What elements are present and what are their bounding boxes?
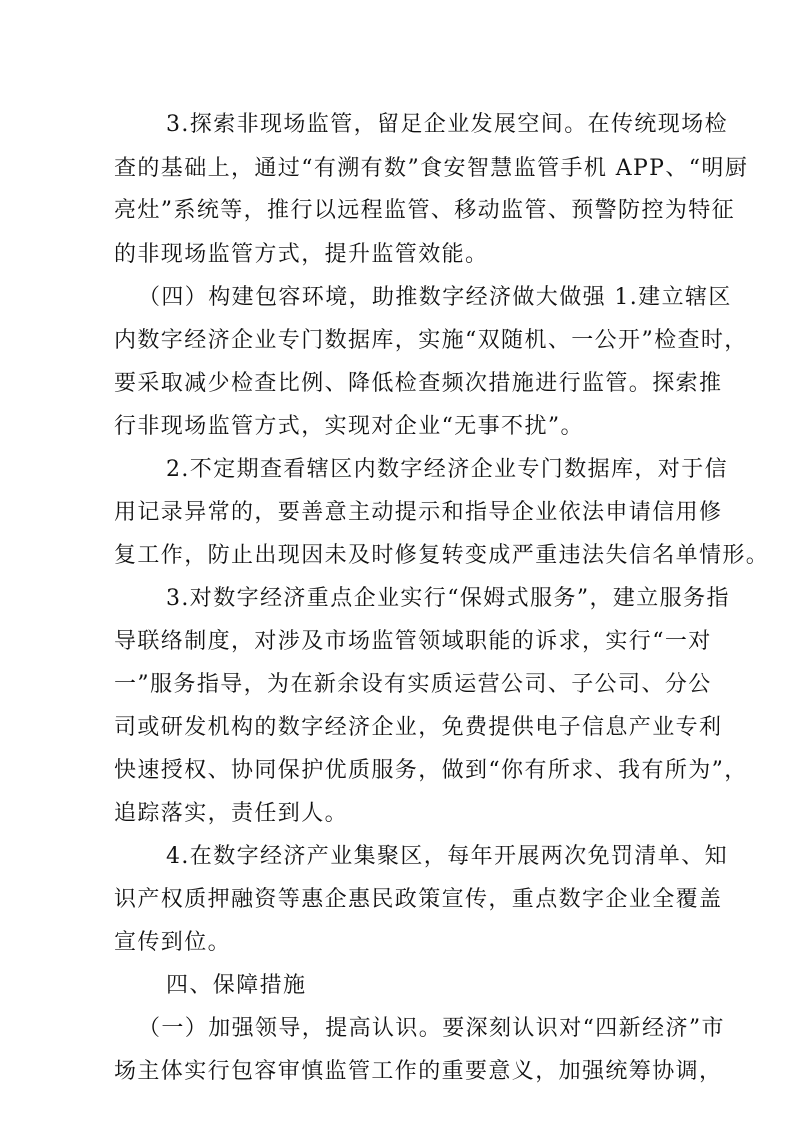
paragraph-line: 2.不定期查看辖区内数字经济企业专门数据库，对于信 (166, 457, 728, 482)
paragraph-line: 行非现场监管方式，实现对企业“无事不扰”。 (114, 414, 584, 439)
paragraph-line: 宣传到位。 (114, 930, 232, 955)
paragraph-line: 用记录异常的，要善意主动提示和指导企业依法申请信用修 (114, 500, 723, 525)
paragraph-line: 司或研发机构的数字经济企业，免费提供电子信息产业专利 (114, 715, 723, 740)
section-heading: 四、保障措施 (166, 973, 307, 998)
paragraph-line: 要采取减少检查比例、降低检查频次措施进行监管。探索推 (114, 371, 723, 396)
paragraph-line: 亮灶”系统等，推行以远程监管、移动监管、预警防控为特征 (114, 198, 736, 223)
paragraph-line: 快速授权、协同保护优质服务，做到“你有所求、我有所为”， (114, 758, 748, 783)
section-heading-line: （四）构建包容环境，助推数字经济做大做强 1.建立辖区 (138, 285, 732, 310)
paragraph-line: 内数字经济企业专门数据库，实施“双随机、一公开”检查时， (114, 328, 748, 353)
paragraph-line: 识产权质押融资等惠企惠民政策宣传，重点数字企业全覆盖 (114, 887, 723, 912)
paragraph-line: 复工作，防止出现因未及时修复转变成严重违法失信名单情形。 (114, 543, 770, 568)
paragraph-line: 一”服务指导，为在新余设有实质运营公司、子公司、分公 (114, 672, 712, 697)
paragraph-line: 4.在数字经济产业集聚区，每年开展两次免罚清单、知 (166, 844, 728, 869)
paragraph-line: （一）加强领导，提高认识。要深刻认识对“四新经济”市 (138, 1016, 725, 1041)
paragraph-line: 追踪落实，责任到人。 (114, 801, 349, 826)
paragraph-line: 3.探索非现场监管，留足企业发展空间。在传统现场检 (166, 112, 728, 137)
paragraph-line: 场主体实行包容审慎监管工作的重要意义，加强统筹协调， (114, 1059, 723, 1084)
paragraph-line: 的非现场监管方式，提升监管效能。 (114, 242, 489, 267)
paragraph-line: 导联络制度，对涉及市场监管领域职能的诉求，实行“一对 (114, 629, 712, 654)
paragraph-line: 3.对数字经济重点企业实行“保姆式服务”，建立服务指 (166, 586, 730, 611)
paragraph-line: 查的基础上，通过“有溯有数”食安智慧监管手机 APP、“明厨 (114, 156, 749, 181)
